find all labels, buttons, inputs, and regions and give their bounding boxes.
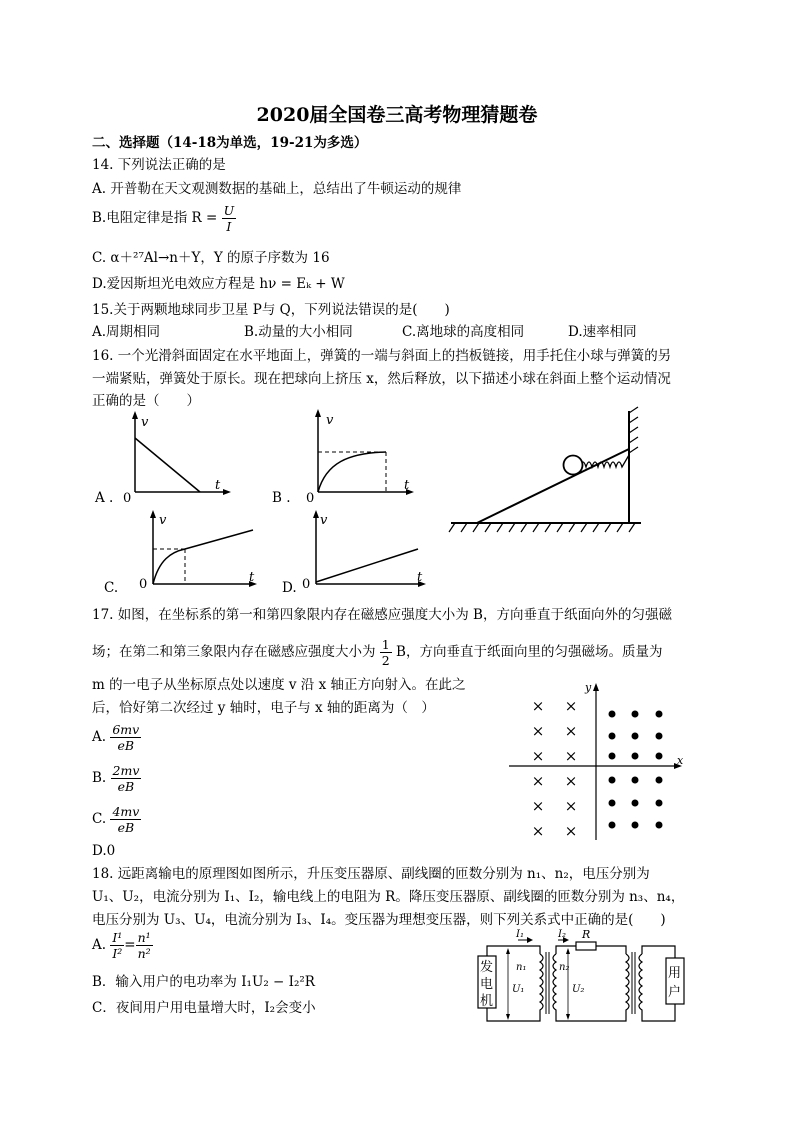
q15-stem: 15.关于两颗地球同步卫星 P与 Q，下列说法错误的是( ) — [92, 302, 450, 318]
q17-option-c-label: C. — [92, 811, 107, 827]
q18-line2: U₁、U₂，电流分别为 I₁、I₂，输电线上的电阻为 R。降压变压器原、副线圈的匝数分别为 n₃、n₄， — [92, 889, 685, 905]
svg-text:×: × — [564, 822, 578, 840]
svg-text:×: × — [564, 697, 578, 715]
q14-frac-num: U — [223, 203, 235, 218]
q17-option-d: D.0 — [92, 843, 116, 859]
q17-line4: 后，恰好第二次经过 y 轴时，电子与 x 轴的距离为（ ） — [92, 700, 435, 716]
q17-option-a-fraction — [110, 722, 141, 753]
q17-half-fraction — [380, 637, 392, 668]
graph-a-v-label: v — [141, 415, 149, 430]
graph-b-origin: 0 — [306, 491, 315, 505]
ground-hatching — [449, 523, 635, 532]
graph-c-t-label: t — [249, 570, 255, 585]
label-U1: U₁ — [512, 984, 525, 995]
graph-a-origin: 0 — [123, 491, 132, 505]
q16-graph-a — [115, 410, 235, 505]
q14-frac-den: I — [226, 219, 232, 234]
q18-a-num2: n¹ — [137, 930, 151, 945]
section-heading: 二、选择题（14-18为单选，19-21为多选） — [92, 135, 368, 151]
line-resistor — [576, 942, 596, 950]
q17-line2 — [92, 637, 662, 668]
q15-option-a: A.周期相同 — [92, 324, 161, 340]
q16-graph-c — [135, 508, 265, 596]
q17-line2-a: 场；在第二和第三象限内存在磁感应强度大小为 — [92, 644, 376, 660]
graph-d-t-label: t — [417, 570, 423, 585]
q17-option-b-fraction — [111, 763, 142, 794]
svg-text:×: × — [564, 797, 578, 815]
q18-a-frac2 — [136, 930, 153, 961]
page-title: 2020届全国卷三高考物理猜题卷 — [256, 104, 538, 126]
graph-c-origin: 0 — [139, 577, 148, 592]
svg-text:×: × — [531, 772, 545, 790]
q17-option-b-label: B. — [92, 770, 107, 786]
q14-option-c: C. α＋²⁷Al→n＋Y，Y 的原子序数为 16 — [92, 250, 330, 266]
q17-option-c-fraction — [110, 804, 141, 835]
q17-option-a-label: A. — [92, 729, 107, 745]
graph-b-t-label: t — [404, 478, 410, 493]
step-up-primary-coil — [540, 954, 543, 1012]
q14-option-a: A. 开普勒在天文观测数据的基础上，总结出了牛顿运动的规律 — [92, 181, 462, 197]
q17-half-den: 2 — [381, 653, 390, 668]
generator-char-2: 电 — [480, 977, 494, 992]
q17-line1: 17. 如图，在坐标系的第一和第四象限内存在磁感应强度大小为 B，方向垂直于纸面向外的匀强磁 — [92, 607, 672, 623]
q18-option-a-label: A. — [92, 937, 107, 953]
q15-option-d: D.速率相同 — [568, 324, 637, 340]
graph-a-t-label: t — [215, 478, 221, 493]
generator-char-3: 机 — [480, 994, 494, 1009]
label-U2: U₂ — [572, 984, 585, 995]
label-R: R — [582, 928, 591, 941]
q16-line2: 一端紧贴，弹簧处于原长。现在把球向上挤压 x，然后释放，以下描述小球在斜面上整个运动情况 — [92, 371, 671, 387]
crosses-into-page — [532, 697, 578, 840]
q16-graph-d — [298, 508, 433, 596]
q17-c-num: 4mv — [112, 804, 140, 819]
step-down-primary-coil — [626, 954, 629, 1012]
q16-line3: 正确的是（ ） — [92, 393, 200, 409]
svg-text:×: × — [564, 722, 578, 740]
q16-label-b: B . — [272, 490, 291, 506]
q14-fraction — [222, 203, 237, 234]
label-n2: n₂ — [559, 962, 570, 973]
q17-option-c — [92, 804, 141, 835]
svg-text:×: × — [531, 822, 545, 840]
label-I2: I₂ — [558, 929, 566, 940]
q15-option-b: B.动量的大小相同 — [244, 324, 353, 340]
dots-out-of-page — [609, 711, 663, 829]
user-char-1: 用 — [668, 966, 682, 981]
q18-a-den1: I² — [112, 946, 123, 961]
q17-b-den: eB — [117, 779, 135, 794]
q18-line1: 18. 远距离输电的原理图如图所示，升压变压器原、副线圈的匝数分别为 n₁、n₂，电压分别为 — [92, 866, 650, 882]
q18-option-a — [92, 930, 153, 961]
svg-text:×: × — [531, 747, 545, 765]
q17-option-a — [92, 722, 141, 753]
q17-option-b — [92, 763, 141, 794]
q14-option-b-text: B.电阻定律是指 R = — [92, 210, 218, 226]
q14-option-b — [92, 203, 236, 234]
q14-option-d: D.爱因斯坦光电效应方程是 hν = Eₖ + W — [92, 276, 345, 292]
wall-hatching — [629, 407, 638, 453]
q18-a-eq: = — [124, 937, 136, 953]
user-char-2: 户 — [668, 985, 682, 1000]
q18-a-den2: n² — [137, 946, 151, 961]
graph-d-origin: 0 — [302, 577, 311, 592]
q18-a-frac1 — [110, 930, 124, 961]
q16-graph-b — [298, 408, 418, 505]
label-n1: n₁ — [516, 962, 527, 973]
svg-text:×: × — [531, 722, 545, 740]
graph-d-v-label: v — [320, 513, 328, 528]
q16-label-a: A . — [95, 490, 114, 506]
q17-line2-b: B，方向垂直于纸面向里的匀强磁场。质量为 — [396, 644, 663, 660]
q17-field-figure — [505, 680, 690, 845]
q17-c-den: eB — [117, 820, 135, 835]
graph-c-v-label: v — [159, 513, 167, 528]
step-down-secondary-coil — [639, 954, 642, 1012]
svg-text:×: × — [564, 747, 578, 765]
q17-a-den: eB — [117, 738, 135, 753]
q14-stem: 14. 下列说法正确的是 — [92, 157, 226, 173]
field-x-label: x — [677, 754, 684, 767]
svg-text:×: × — [531, 797, 545, 815]
q17-half-num: 1 — [381, 637, 390, 652]
q17-line3: m 的一电子从坐标原点处以速度 v 沿 x 轴正方向射入。在此之 — [92, 677, 466, 693]
generator-char-1: 发 — [480, 960, 494, 975]
svg-text:×: × — [564, 772, 578, 790]
field-y-label: y — [585, 681, 592, 694]
q16-label-c: C. — [104, 580, 119, 596]
svg-text:×: × — [531, 697, 545, 715]
q16-line1: 16. 一个光滑斜面固定在水平地面上，弹簧的一端与斜面上的挡板链接，用手托住小球与弹簧的另 — [92, 348, 672, 364]
graph-b-v-label: v — [326, 413, 334, 428]
q17-a-num: 6mv — [112, 722, 140, 737]
step-up-secondary-coil — [553, 954, 556, 1012]
q18-line3: 电压分别为 U₃、U₄，电流分别为 I₃、I₄。变压器为理想变压器，则下列关系式中正确的是( ) — [92, 912, 666, 928]
ball — [564, 456, 583, 475]
q18-option-c: C．夜间用户用电量增大时，I₂会变小 — [92, 1000, 316, 1016]
q16-label-d: D. — [282, 580, 297, 596]
q18-circuit-figure — [470, 926, 715, 1031]
q15-option-c: C.离地球的高度相同 — [402, 324, 525, 340]
q18-option-b: B．输入用户的电功率为 I₁U₂ − I₂²R — [92, 974, 315, 990]
q16-incline-figure — [445, 405, 645, 540]
label-I1: I₁ — [516, 929, 524, 940]
q17-b-num: 2mv — [112, 763, 140, 778]
q18-a-num1: I¹ — [112, 930, 123, 945]
